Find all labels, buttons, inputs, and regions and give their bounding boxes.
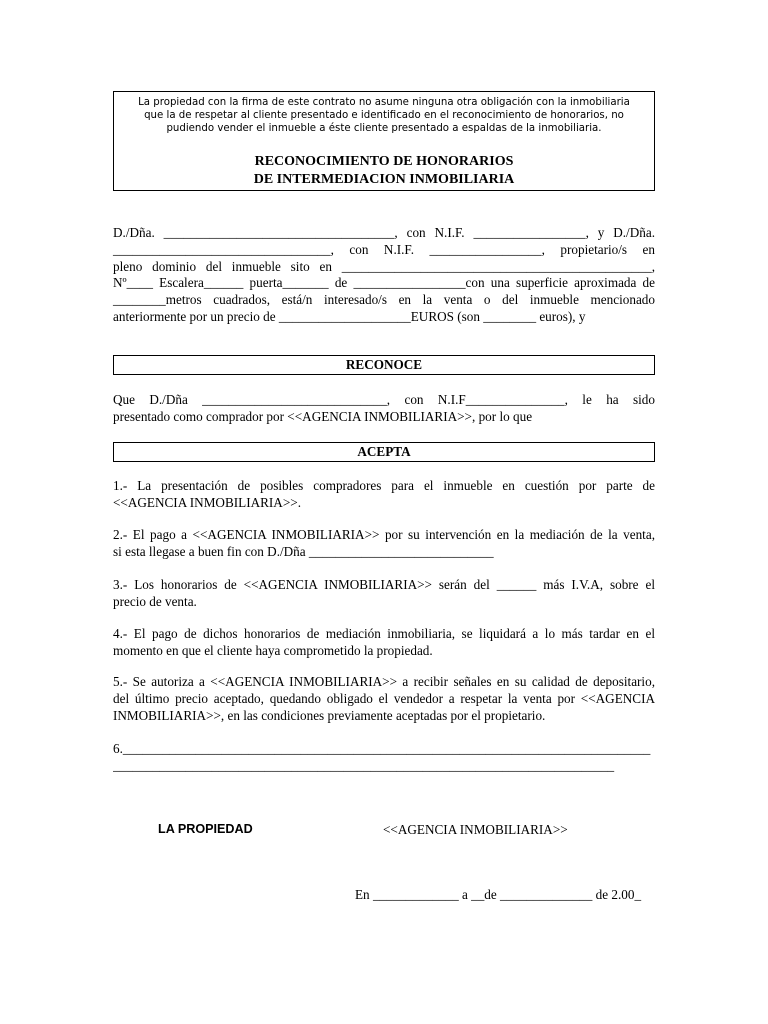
clause-line: del último precio aceptado, quedando obligado el vendedor a respetar la venta por <<AGENCIA (113, 690, 655, 706)
signature-label-agency: <<AGENCIA INMOBILIARIA>> (383, 822, 568, 837)
clause-5 (113, 674, 655, 724)
clause-line: 4.- El pago de dichos honorarios de mediación inmobiliaria, se liquidará a lo más tardar en el (113, 626, 655, 641)
intro-line: Nº____ Escalera______ puerta_______ de _________________con una superficie aproximada de (113, 275, 655, 291)
clause-line: precio de venta. (113, 593, 197, 609)
clause-3 (113, 577, 655, 611)
notice-text (120, 96, 648, 136)
clause-line: ____________________________________________________________________________ (113, 757, 615, 773)
signature-label-owner: LA PROPIEDAD (158, 822, 253, 836)
clause-line: si esta llegase a buen fin con D./Dña ____________________________ (113, 543, 494, 559)
date-line: En _____________ a __de ______________ de 2.00_ (355, 887, 642, 902)
document-title-line-2: DE INTERMEDIACION INMOBILIARIA (253, 172, 515, 187)
intro-line: anteriormente por un precio de ____________________EUROS (son ________ euros), y (113, 308, 586, 324)
clause-6 (113, 741, 655, 775)
intro-line: D./Dña. ___________________________________, con N.I.F. _________________, y D./Dña. (113, 225, 655, 240)
notice-line: que la de respetar al cliente presentado e identificado en el reconocimiento de honorarios, no (144, 110, 624, 122)
clause-1 (113, 478, 655, 512)
intro-line: ________metros cuadrados, está/n interesado/s en la venta o del inmueble mencionado (113, 292, 655, 308)
intro-line: _________________________________, con N.I.F. _________________, propietario/s en (113, 241, 655, 257)
clause-line: momento en que el cliente haya comprometido la propiedad. (113, 642, 433, 658)
clause-4 (113, 626, 655, 660)
reconoce-line: presentado como comprador por <<AGENCIA INMOBILIARIA>>, por lo que (113, 408, 533, 424)
clause-line: 3.- Los honorarios de <<AGENCIA INMOBILIARIA>> serán del ______ más I.V.A, sobre el (113, 577, 655, 592)
clause-line: 6.________________________________________________________________________________ (113, 741, 651, 756)
notice-box (113, 91, 655, 191)
notice-line: pudiendo vender el inmueble a éste cliente presentado a espaldas de la inmobiliaria. (166, 123, 602, 135)
intro-line: pleno dominio del inmueble sito en _______________________________________________, (113, 258, 655, 274)
clause-line: 1.- La presentación de posibles compradores para el inmueble en cuestión por parte de (113, 478, 655, 493)
clause-line: 5.- Se autoriza a <<AGENCIA INMOBILIARIA>> a recibir señales en su calidad de depositario, (113, 674, 655, 689)
intro-paragraph (113, 225, 655, 326)
acepta-heading: ACEPTA (113, 442, 655, 462)
clause-line: <<AGENCIA INMOBILIARIA>>. (113, 494, 301, 510)
clause-2 (113, 527, 655, 561)
reconoce-line: Que D./Dña ____________________________, con N.I.F_______________, le ha sido (113, 392, 655, 407)
document-title-line-1: RECONOCIMIENTO DE HONORARIOS (254, 154, 514, 169)
notice-line: La propiedad con la firma de este contrato no asume ninguna otra obligación con la inmobiliaria (138, 97, 630, 108)
reconoce-paragraph (113, 392, 655, 426)
reconoce-heading: RECONOCE (113, 355, 655, 375)
clause-line: INMOBILIARIA>>, en las condiciones previamente aceptadas por el propietario. (113, 707, 546, 723)
clause-line: 2.- El pago a <<AGENCIA INMOBILIARIA>> por su intervención en la mediación de la venta, (113, 527, 655, 542)
